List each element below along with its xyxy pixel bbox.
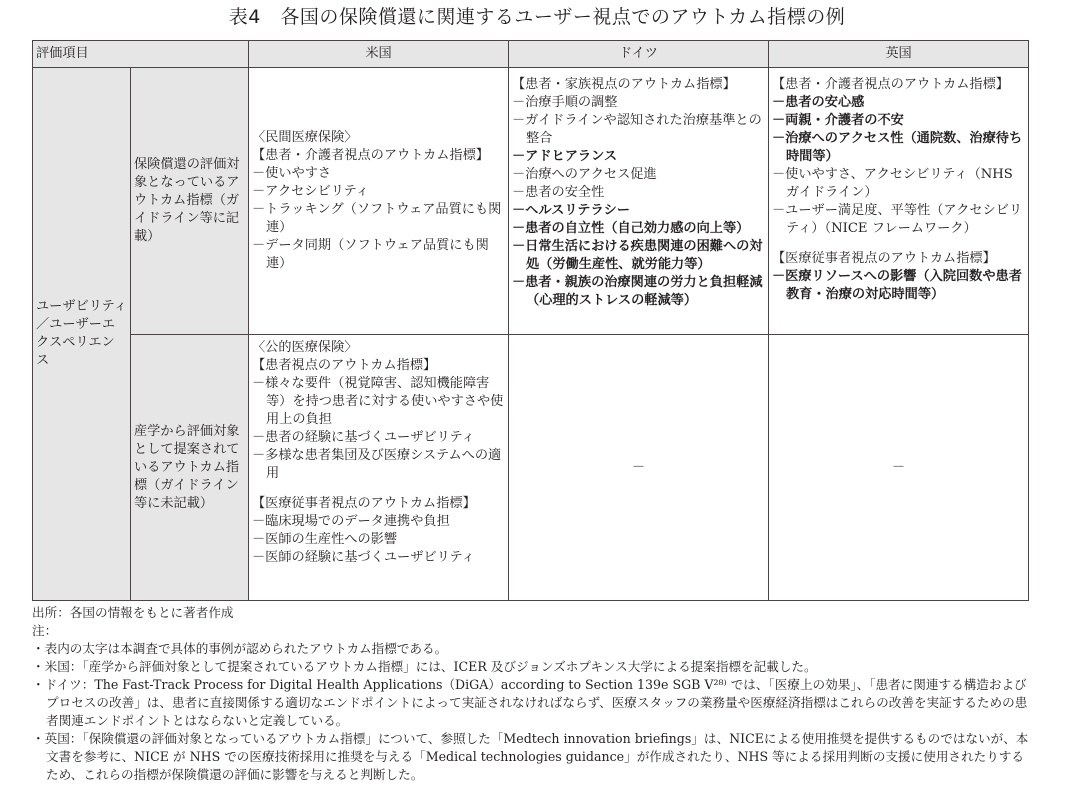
list-item: －臨床現場でのデータ連携や負担 bbox=[252, 514, 450, 529]
table-notes bbox=[32, 604, 1032, 784]
list-item: －アドヒアランス bbox=[512, 149, 618, 164]
subcategory-cell: 保険償還の評価対象となっているアウトカム指標（ガイドライン等に記載） bbox=[131, 68, 249, 335]
list-item: －使いやすさ、アクセシビリティ（NHS ガイドライン） bbox=[772, 167, 1013, 200]
spacer bbox=[772, 238, 1025, 250]
list-item: －患者の経験に基づくユーザビリティ bbox=[252, 430, 475, 445]
list-item: －治療へのアクセス促進 bbox=[512, 167, 657, 182]
note-item: ・英国：「保険償還の評価対象となっているアウトカム指標」について、参照した「Medtech innovation briefings」は、NICEによる使用推奨を提供するものではないが、本文書を参考に、NICE が NHS での医療技術採用に推奨を与える「Medical technologies guidance」が作成されたり、NHS 等による採用判断の支援に使用されたりするため、これらの指標が保険償還の評価に影響を与えると判断した。 bbox=[32, 731, 1029, 782]
category-cell: ユーザビリティ／ユーザーエクスペリエンス bbox=[33, 68, 131, 601]
header-us: 米国 bbox=[249, 41, 509, 68]
list-item: －ユーザー満足度、平等性（アクセシビリティ）（NICE フレームワーク） bbox=[772, 203, 1023, 236]
group-heading: 【患者・介護者視点のアウトカム指標】 bbox=[252, 148, 489, 163]
note-item: ・米国：「産学から評価対象として提案されているアウトカム指標」には、ICER 及びジョンズホプキンス大学による提案指標を記載した。 bbox=[32, 659, 817, 674]
list-item: －患者の安全性 bbox=[512, 185, 605, 200]
insurance-type: 〈公的医療保険〉 bbox=[252, 340, 358, 355]
list-item: －両親・介護者の不安 bbox=[772, 113, 904, 128]
note-item: ・表内の太字は本調査で具体的事例が認められたアウトカム指標である。 bbox=[32, 641, 448, 656]
table-row-reimbursement bbox=[33, 68, 1029, 335]
note-item: ・ドイツ：The Fast-Track Process for Digital Health Applications（DiGA）according to Section 139e SGB V²⁸⁾ では、「医療上の効果」、「患者に関連する構造およびプロセスの改善」は、患者に直接関係する適切なエンドポイントによって実証されなければならず、医療スタッフの業務量や医療経済指標はこれらの改善を実証するための患者関連エンドポイントとはならないと定義している。 bbox=[32, 677, 1028, 728]
table-row-proposed bbox=[33, 335, 1029, 601]
subcategory-cell: 産学から評価対象として提案されているアウトカム指標（ガイドライン等に未記載） bbox=[131, 335, 249, 601]
list-item: －アクセシビリティ bbox=[252, 184, 369, 199]
list-item: －患者の自立性（自己効力感の向上等） bbox=[512, 221, 750, 236]
list-item: －様々な要件（視覚障害、認知機能障害等）を持つ患者に対する使いやすさや使用上の負担 bbox=[252, 376, 504, 427]
de-cell bbox=[509, 68, 769, 335]
us-cell bbox=[249, 68, 509, 335]
uk-cell-empty: － bbox=[769, 335, 1029, 601]
table-title: 表4 各国の保険償還に関連するユーザー視点でのアウトカム指標の例 bbox=[228, 6, 846, 28]
list-item: －患者・親族の治療関連の労力と負担軽減（心理的ストレスの軽減等） bbox=[512, 275, 763, 308]
header-de: ドイツ bbox=[509, 41, 769, 68]
list-item: －ヘルスリテラシー bbox=[512, 203, 631, 218]
group-heading: 【患者・家族視点のアウトカム指標】 bbox=[512, 77, 736, 92]
list-item: －医師の経験に基づくユーザビリティ bbox=[252, 550, 475, 565]
list-item: －ガイドラインや認知された治療基準との整合 bbox=[512, 113, 762, 146]
group-heading: 【医療従事者視点のアウトカム指標】 bbox=[252, 496, 476, 511]
header-uk: 英国 bbox=[769, 41, 1029, 68]
list-item: －医師の生産性への影響 bbox=[252, 532, 398, 547]
insurance-type: 〈民間医療保険〉 bbox=[252, 130, 358, 145]
notes-label: 注： bbox=[32, 623, 58, 638]
group-heading: 【患者視点のアウトカム指標】 bbox=[252, 358, 437, 373]
spacer bbox=[252, 483, 505, 495]
list-item: －治療へのアクセス性（通院数、治療待ち時間等） bbox=[772, 131, 1023, 164]
outcome-indicator-table bbox=[32, 40, 1029, 601]
list-item: －データ同期（ソフトウェア品質にも関連） bbox=[252, 238, 489, 271]
list-item: －患者の安心感 bbox=[772, 95, 865, 110]
uk-cell bbox=[769, 68, 1029, 335]
list-item: －使いやすさ bbox=[252, 166, 332, 181]
source-note: 出所：各国の情報をもとに著者作成 bbox=[32, 605, 234, 620]
de-cell-empty: － bbox=[509, 335, 769, 601]
list-item: －医療リソースへの影響（入院回数や患者教育・治療の対応時間等） bbox=[772, 269, 1022, 302]
list-item: －トラッキング（ソフトウェア品質にも関連） bbox=[252, 202, 502, 235]
us-cell bbox=[249, 335, 509, 601]
list-item: －日常生活における疾患関連の困難への対処（労働生産性、就労能力等） bbox=[512, 239, 763, 272]
group-heading: 【医療従事者視点のアウトカム指標】 bbox=[772, 251, 996, 266]
header-evaluation-item: 評価項目 bbox=[33, 41, 249, 68]
list-item: －治療手順の調整 bbox=[512, 95, 618, 110]
header-row bbox=[33, 41, 1029, 68]
list-item: －多様な患者集団及び医療システムへの適用 bbox=[252, 448, 502, 481]
group-heading: 【患者・介護者視点のアウトカム指標】 bbox=[772, 77, 1009, 92]
